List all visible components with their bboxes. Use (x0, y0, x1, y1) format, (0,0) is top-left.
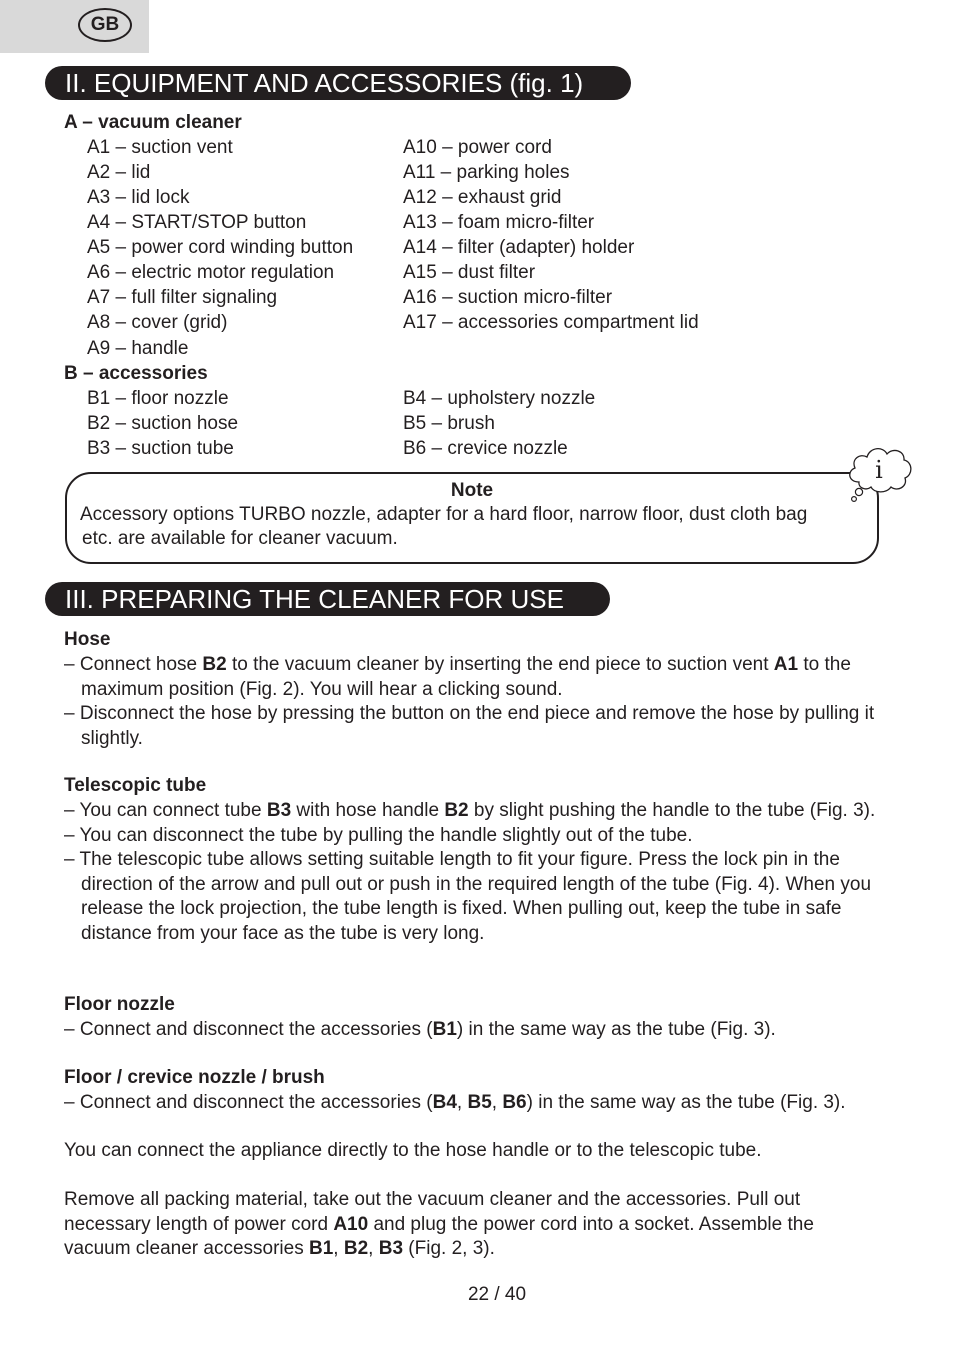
note-heading: Note (450, 480, 494, 501)
heading-vacuum-cleaner: A – vacuum cleaner (64, 112, 242, 133)
language-tab (0, 0, 149, 53)
list-item: A13 – foam micro-filter (403, 212, 595, 233)
list-item: A11 – parking holes (403, 162, 570, 183)
heading-accessories: B – accessories (64, 363, 208, 384)
list-item: A6 – electric motor regulation (87, 262, 335, 283)
list-item: A5 – power cord winding button (87, 237, 354, 258)
section-title-preparing: III. PREPARING THE CLEANER FOR USE (45, 582, 610, 616)
info-cloud-icon (845, 442, 915, 506)
list-item: B4 – upholstery nozzle (403, 388, 596, 409)
list-item: B2 – suction hose (87, 413, 239, 434)
list-item: A2 – lid (87, 162, 151, 183)
section-title-equipment: II. EQUIPMENT AND ACCESSORIES (fig. 1) (45, 66, 631, 100)
list-item: A12 – exhaust grid (403, 187, 562, 208)
list-item: – The telescopic tube allows setting suitable length to fit your figure. Press the lock pin in the direction of the arrow and pull out or push in the required length of the tube (Fig. 4). When you release the lock projection, the tube length is fixed. When pulling out, keep the tube in safe distance from your face as the tube is very long. (64, 849, 872, 944)
list-item: A17 – accessories compartment lid (403, 312, 699, 333)
list-item: – You can connect tube B3 with hose handle B2 by slight pushing the handle to the tube (Fig. 3). (64, 800, 876, 821)
direct-connection-text: You can connect the appliance directly to the hose handle or to the telescopic tube. (64, 1140, 762, 1161)
heading-hose: Hose (64, 629, 111, 650)
list-item: A10 – power cord (403, 137, 552, 158)
crevice-nozzle-instructions (64, 1091, 904, 1116)
list-item: – Connect hose B2 to the vacuum cleaner by inserting the end piece to suction vent A1 to the maximum position (Fig. 2). You will hear a clicking sound. (64, 654, 851, 700)
list-item: A9 – handle (87, 338, 189, 359)
info-letter: i (875, 456, 883, 484)
page-number: 22 / 40 (467, 1284, 527, 1305)
list-item: B6 – crevice nozzle (403, 438, 568, 459)
heading-crevice-nozzle-brush: Floor / crevice nozzle / brush (64, 1067, 325, 1088)
list-item: A7 – full filter signaling (87, 287, 278, 308)
heading-floor-nozzle: Floor nozzle (64, 994, 175, 1015)
list-item: A1 – suction vent (87, 137, 233, 158)
floor-nozzle-instructions (64, 1018, 894, 1043)
tube-instructions (64, 799, 894, 946)
list-item: B1 – floor nozzle (87, 388, 229, 409)
note-text-line-1: Accessory options TURBO nozzle, adapter for a hard floor, narrow floor, dust cloth bag (80, 504, 808, 525)
list-item: A4 – START/STOP button (87, 212, 307, 233)
list-item: A15 – dust filter (403, 262, 536, 283)
unpacking-text: Remove all packing material, take out the vacuum cleaner and the accessories. Pull out necessary length of power cord A10 and plug the power cord into a socket. Assemble the vacuum cleaner accessories B1, B2, B3 (Fig. 2, 3). (64, 1189, 814, 1259)
list-item: – Connect and disconnect the accessories (B4, B5, B6) in the same way as the tube (Fig. 3). (64, 1092, 846, 1113)
list-item: – Disconnect the hose by pressing the button on the end piece and remove the hose by pulling it slightly. (64, 703, 875, 749)
list-item: B3 – suction tube (87, 438, 234, 459)
list-item: A3 – lid lock (87, 187, 190, 208)
heading-telescopic-tube: Telescopic tube (64, 775, 207, 796)
list-item: A16 – suction micro-filter (403, 287, 613, 308)
language-badge: GB (78, 8, 132, 42)
list-item: A14 – filter (adapter) holder (403, 237, 635, 258)
note-text-line-2: etc. are available for cleaner vacuum. (82, 528, 398, 549)
hose-instructions (64, 653, 894, 751)
list-item: – You can disconnect the tube by pulling the handle slightly out of the tube. (64, 824, 693, 846)
list-item: A8 – cover (grid) (87, 312, 228, 333)
list-item: – Connect and disconnect the accessories (B1) in the same way as the tube (Fig. 3). (64, 1019, 776, 1040)
list-item: B5 – brush (403, 413, 495, 434)
